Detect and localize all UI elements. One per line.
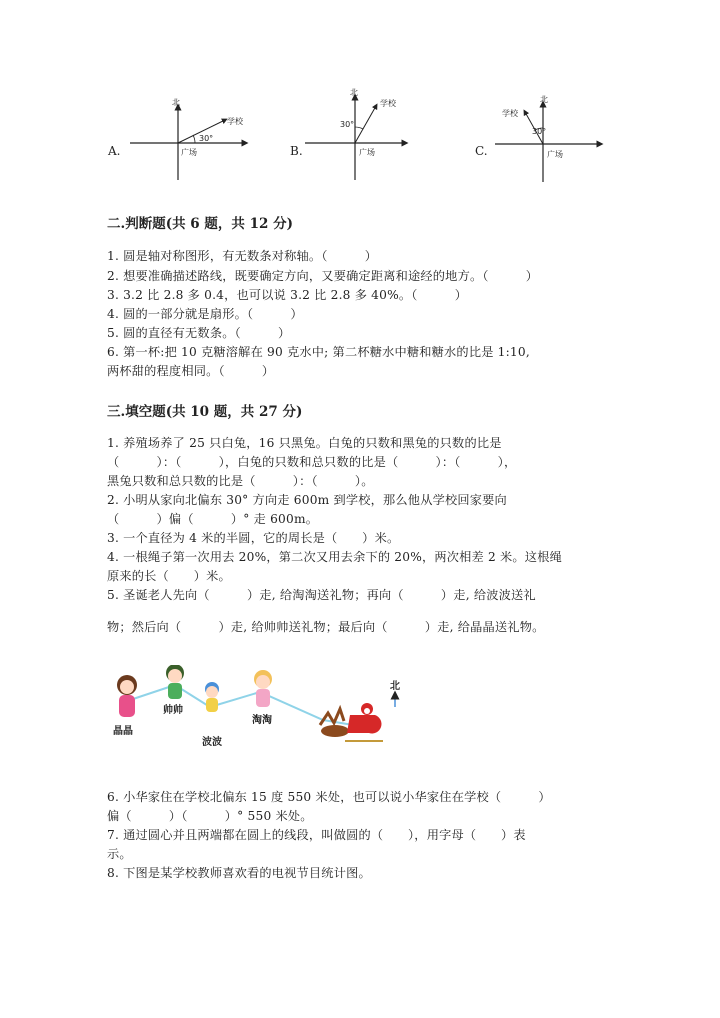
judge-item-3: 3. 3.2 比 2.8 多 0.4，也可以说 3.2 比 2.8 多 40%。（ ） — [107, 288, 468, 302]
judge-item-5: 5. 圆的直径有无数条。（ ） — [107, 326, 291, 340]
fill-line: 物；然后向（ ）走, 给帅帅送礼物；最后向（ ）走, 给晶晶送礼物。 — [107, 620, 545, 634]
angle-label: 30° — [532, 127, 547, 136]
school-label: 学校 — [227, 117, 243, 126]
fill-line: 8. 下图是某学校教师喜欢看的电视节目统计图。 — [107, 866, 371, 880]
section2-title: 二.判断题(共 6 题，共 12 分) — [107, 216, 293, 232]
option-c-diagram — [490, 90, 610, 185]
option-a-diagram — [125, 95, 255, 185]
school-label: 学校 — [380, 99, 396, 108]
judge-item-4: 4. 圆的一部分就是扇形。（ ） — [107, 307, 303, 321]
angle-label: 30° — [199, 134, 214, 143]
fill-line: 6. 小华家住在学校北偏东 15 度 550 米处，也可以说小华家住在学校（ ） — [107, 790, 551, 804]
option-a-letter: A. — [108, 144, 121, 158]
section3-title: 三.填空题(共 10 题，共 27 分) — [107, 404, 303, 420]
gift-route-map — [105, 665, 415, 770]
jingjing-figure — [117, 675, 137, 717]
angle-label: 30° — [340, 120, 355, 129]
shuaishuai-figure — [166, 665, 184, 699]
taotao-label: 淘淘 — [252, 715, 272, 726]
fill-line: 5. 圣诞老人先向（ ）走, 给淘淘送礼物；再向（ ）走, 给波波送礼 — [107, 588, 536, 602]
bobo-figure — [205, 682, 219, 712]
bobo-label: 波波 — [202, 737, 222, 748]
judge-item-6: 6. 第一杯:把 10 克糖溶解在 90 克水中; 第二杯糖水中糖和糖水的比是 1:10, — [107, 345, 530, 359]
taotao-figure — [254, 670, 272, 707]
fill-line: 示。 — [107, 847, 132, 861]
plaza-label: 广场 — [181, 148, 197, 157]
option-b-letter: B. — [290, 144, 303, 158]
north-label: 北 — [350, 88, 358, 97]
fill-line: 黑兔只数和总只数的比是（ ）：（ ）。 — [107, 474, 374, 488]
fill-line: 偏（ ）（ ）° 550 米处。 — [107, 809, 313, 823]
fill-line: 7. 通过圆心并且两端都在圆上的线段，叫做圆的（ ），用字母（ ）表 — [107, 828, 526, 842]
fill-line: 原来的长（ ）米。 — [107, 569, 231, 583]
judge-item-2: 2. 想要准确描述路线，既要确定方向，又要确定距离和途经的地方。（ ） — [107, 269, 539, 283]
shuaishuai-label: 帅帅 — [163, 705, 183, 716]
fill-line: 3. 一个直径为 4 米的半圆，它的周长是（ ）米。 — [107, 531, 400, 545]
north-label: 北 — [172, 98, 180, 107]
plaza-label: 广场 — [547, 150, 563, 159]
north-label: 北 — [540, 95, 548, 104]
fill-line: 2. 小明从家向北偏东 30° 方向走 600m 到学校，那么他从学校回家要向 — [107, 493, 507, 507]
fill-line: 1. 养殖场养了 25 只白兔，16 只黑兔。白兔的只数和黑兔的只数的比是 — [107, 436, 502, 450]
judge-item-1: 1. 圆是轴对称图形，有无数条对称轴。（ ） — [107, 249, 378, 263]
north-label: 北 — [390, 681, 400, 692]
jingjing-label: 晶晶 — [113, 726, 133, 737]
plaza-label: 广场 — [359, 148, 375, 157]
option-b-diagram — [300, 85, 415, 185]
judge-item-6-cont: 两杯甜的程度相同。（ ） — [107, 364, 275, 378]
option-c-letter: C. — [475, 144, 488, 158]
school-direction — [355, 106, 376, 143]
fill-line: 4. 一根绳子第一次用去 20%，第二次又用去余下的 20%，两次相差 2 米。这根绳 — [107, 550, 562, 564]
fill-line: （ ）：（ ），白兔的只数和总只数的比是（ ）：（ ）， — [107, 455, 517, 469]
fill-line: （ ）偏（ ）° 走 600m。 — [107, 512, 319, 526]
school-label: 学校 — [502, 109, 518, 118]
